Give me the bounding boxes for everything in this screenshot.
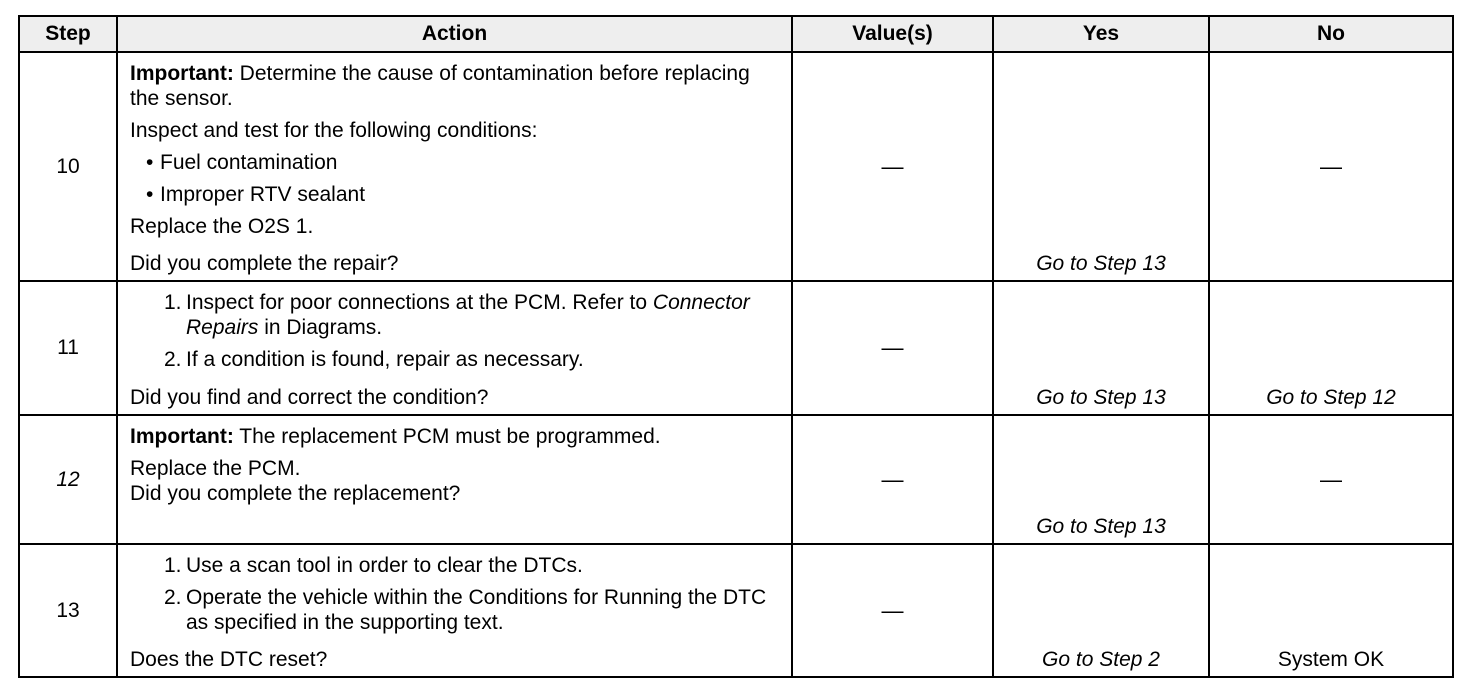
step-number: 11 [18,282,118,416]
no-cell: Go to Step 12 [1210,282,1454,416]
yes-cell: Go to Step 13 [994,416,1210,545]
diagnostic-table [18,15,1454,678]
yes-cell: Go to Step 2 [994,545,1210,678]
important-text: Determine the cause of contamination before replacing the sensor. [130,62,750,110]
table-header-row [18,15,1454,53]
item-text: Use a scan tool in order to clear the DTCs. [186,554,583,577]
step-number: 10 [18,53,118,282]
table-row-step-12 [18,416,1454,545]
header-values: Value(s) [793,15,994,53]
values-cell: — [793,416,994,545]
item-text: in Diagrams. [258,316,383,339]
no-cell: System OK [1210,545,1454,678]
item-italic-ref: Connector Repairs [186,291,750,339]
header-no: No [1210,15,1454,53]
important-label: Important: [130,62,234,85]
table-row-step-11 [18,282,1454,416]
action-cell [118,545,793,678]
action-line: Replace the O2S 1. [130,215,314,238]
numbered-item [130,347,781,372]
numbered-item [130,290,781,340]
action-cell [118,416,793,545]
values-cell: — [793,53,994,282]
item-number: 1. [164,554,182,577]
item-number: 2. [164,586,182,609]
values-cell: — [793,545,994,678]
item-number: 1. [164,291,182,314]
item-number: 2. [164,348,182,371]
action-cell [118,53,793,282]
action-question: Did you find and correct the condition? [130,386,489,409]
action-question: Did you complete the repair? [130,252,399,275]
table-row-step-10 [18,53,1454,282]
header-yes: Yes [994,15,1210,53]
item-text: Operate the vehicle within the Conditions for Running the DTC as specified in the supporting text. [186,586,767,634]
numbered-item [130,553,781,578]
action-question: Does the DTC reset? [130,648,328,671]
action-cell [118,282,793,416]
no-cell: — [1210,53,1454,282]
yes-cell: Go to Step 13 [994,53,1210,282]
yes-cell: Go to Step 13 [994,282,1210,416]
step-number: 12 [18,416,118,545]
bullet-item: • Fuel contamination [130,150,781,175]
action-line: Replace the PCM. [130,457,301,480]
action-intro: Inspect and test for the following conditions: [130,119,538,142]
table-row-step-13 [18,545,1454,678]
step-number: 13 [18,545,118,678]
action-question: Did you complete the replacement? [130,482,461,505]
header-step: Step [18,15,118,53]
item-text: If a condition is found, repair as necessary. [186,348,584,371]
item-text: Inspect for poor connections at the PCM. Refer to [186,291,653,314]
important-note [130,424,781,449]
important-text: The replacement PCM must be programmed. [233,425,661,448]
header-action: Action [118,15,793,53]
numbered-item [130,585,781,635]
important-note [130,61,781,111]
values-cell: — [793,282,994,416]
bullet-item: • Improper RTV sealant [130,182,781,207]
important-label: Important: [130,425,234,448]
no-cell: — [1210,416,1454,545]
